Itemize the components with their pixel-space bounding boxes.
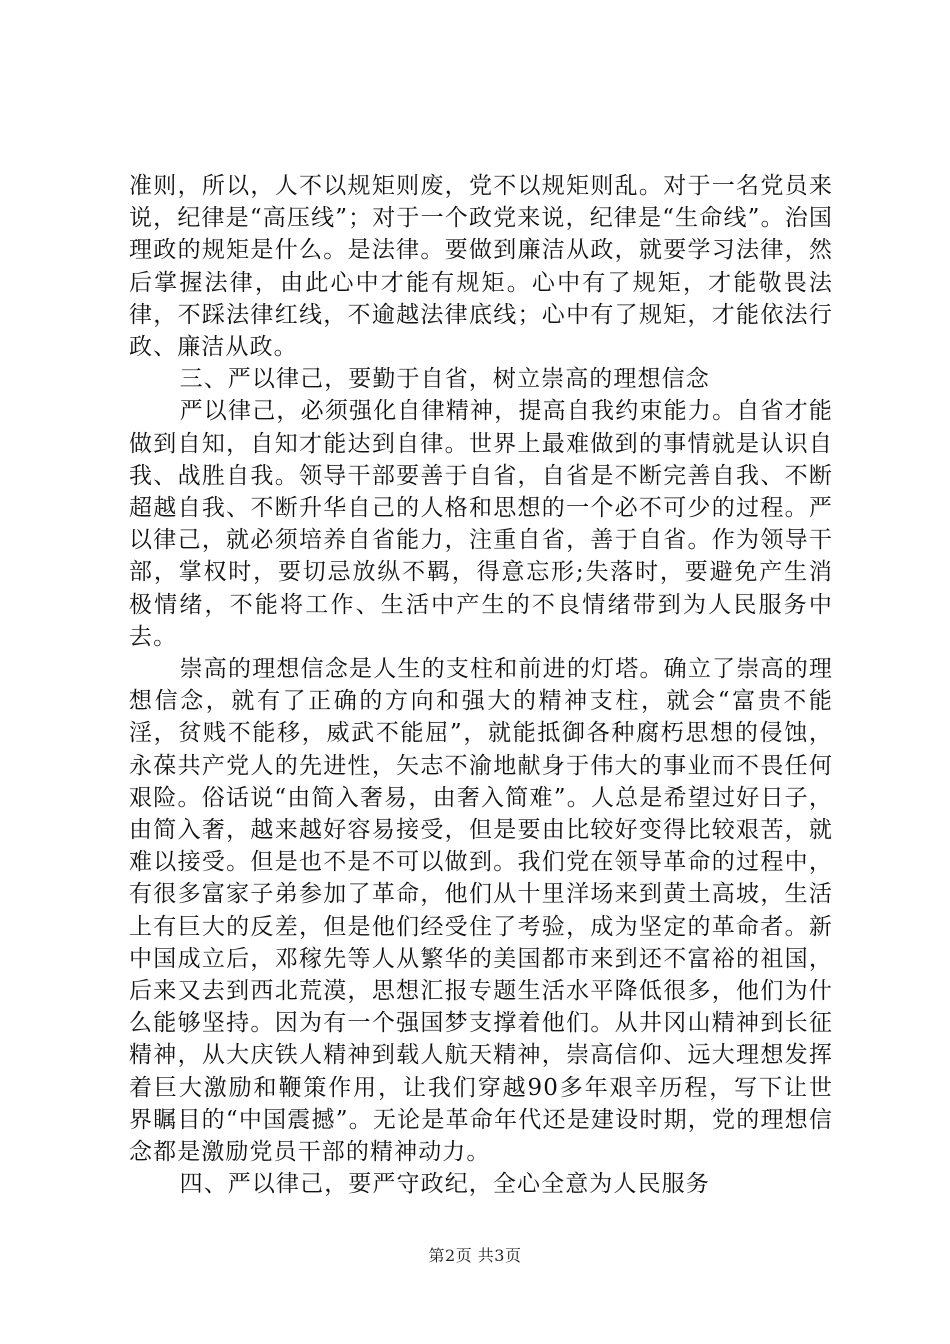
paragraph-ideals: 崇高的理想信念是人生的支柱和前进的灯塔。确立了崇高的理想信念，就有了正确的方向和强大的精神支柱，就会“富贵不能淫，贫贱不能移，威武不能屈”，就能抵御各种腐朽思想的侵蚀，永葆共产党人的先进性，矢志不渝地献身于伟大的事业而不畏任何艰险。俗话说“由简入奢易，由奢入简难”。人总是希望过好日子，由简入奢，越来越好容易接受，但是要由比较好变得比较艰苦，就难以接受。但是也不是不可以做到。我们党在领导革命的过程中，有很多富家子弟参加了革命，他们从十里洋场来到黄土高坡，生活上有巨大的反差，但是他们经受住了考验，成为坚定的革命者。新中国成立后，邓稼先等人从繁华的美国都市来到还不富裕的祖国，后来又去到西北荒漠，思想汇报专题生活水平降低很多，他们为什么能够坚持。因为有一个强国梦支撑着他们。从井冈山精神到长征精神，从大庆铁人精神到载人航天精神，崇高信仰、远大理想发挥着巨大激励和鞭策作用，让我们穿越90多年艰辛历程，写下让世界瞩目的“中国震撼”。无论是革命年代还是建设时期，党的理想信念都是激励党员干部的精神动力。	[129, 656, 833, 1166]
paragraph-continuation: 准则，所以，人不以规矩则废，党不以规矩则乱。对于一名党员来说，纪律是“高压线”；对于一个政党来说，纪律是“生命线”。治国理政的规矩是什么。是法律。要做到廉洁从政，就要学习法律，然后掌握法律，由此心中才能有规矩。心中有了规矩，才能敬畏法律，不踩法律红线，不逾越法律底线；心中有了规矩，才能依法行政、廉洁从政。	[129, 173, 833, 361]
section-heading-3: 三、严以律己，要勤于自省，树立崇高的理想信念	[179, 366, 710, 393]
section-heading-4: 四、严以律己，要严守政纪，全心全意为人民服务	[179, 1171, 710, 1198]
page-footer: 第2页 共3页	[428, 1246, 522, 1265]
document-body	[129, 170, 833, 1201]
paragraph-self-reflection: 严以律己，必须强化自律精神，提高自我约束能力。自省才能做到自知，自知才能达到自律。世界上最难做到的事情就是认识自我、战胜自我。领导干部要善于自省，自省是不断完善自我、不断超越自我、不断升华自己的人格和思想的一个必不可少的过程。严以律己，就必须培养自省能力，注重自省，善于自省。作为领导干部，掌权时，要切忌放纵不羁，得意忘形;失落时，要避免产生消极情绪，不能将工作、生活中产生的不良情绪带到为人民服务中去。	[129, 398, 833, 650]
